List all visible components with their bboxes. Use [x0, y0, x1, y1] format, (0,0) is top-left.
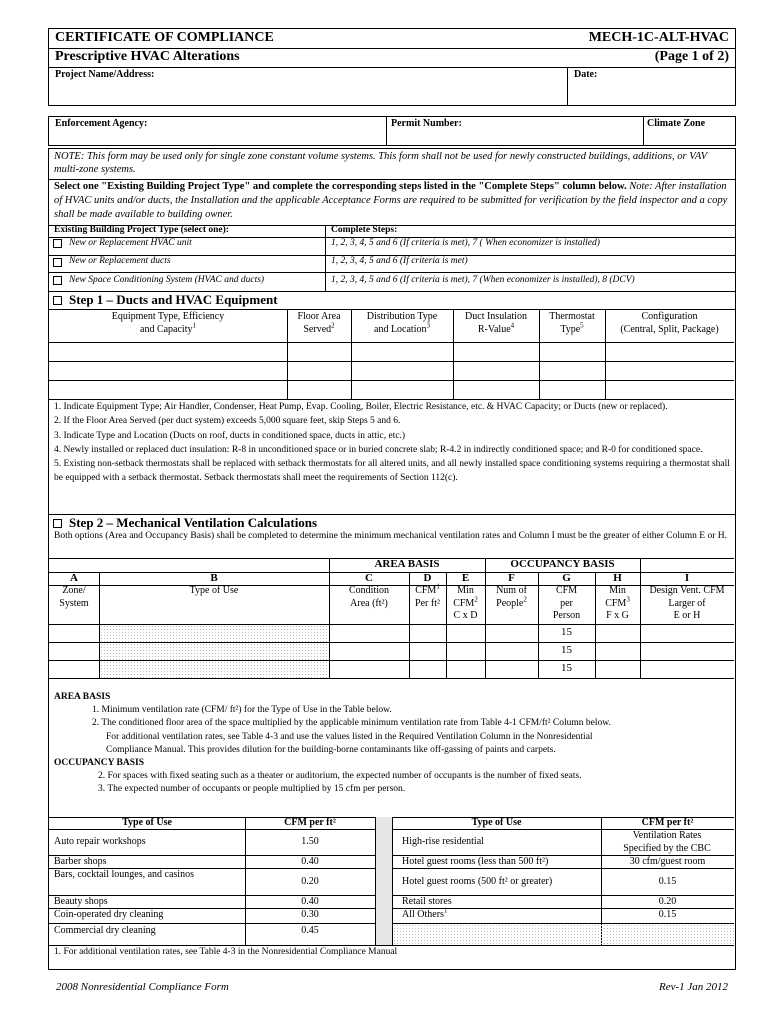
project-type-checkbox-1[interactable]: [53, 239, 62, 248]
col-c-header: Condition Area (ft²): [348, 585, 389, 609]
rate-right-cfm-4: 0.20: [658, 896, 677, 907]
rate-right-cfm-2: 30 cfm/guest room: [629, 856, 706, 867]
step2-title: Step 2 – Mechanical Ventilation Calculations: [69, 515, 318, 530]
rate-right-cfm-3: 0.15: [658, 876, 677, 887]
rate-left-cfm-6: 0.45: [301, 925, 319, 936]
ventilation-table: [49, 558, 734, 691]
step2-intro: Both options (Area and Occupancy Basis) shall be completed to determine the minimum mechanical ventilation rates and Column I must be the greater of either Column E or H.: [54, 531, 727, 541]
complete-steps-header: Complete Steps:: [331, 225, 398, 235]
project-name-label: Project Name/Address:: [55, 69, 155, 80]
rates-right-header-cfm: CFM per ft²: [641, 817, 694, 828]
climate-zone-field[interactable]: [644, 117, 734, 145]
rate-right-cfm-5: 0.15: [658, 909, 677, 920]
agency-label: Enforcement Agency:: [55, 118, 148, 129]
step1-col-insulation: Duct Insulation R-Value$^4$: [465, 311, 527, 335]
footer-form-name: 2008 Nonresidential Compliance Form: [56, 981, 229, 993]
project-steps-2: 1, 2, 3, 4, 5 and 6 (If criteria is met): [331, 256, 468, 266]
step1-title: Step 1 – Ducts and HVAC Equipment: [69, 292, 278, 307]
col-letter-a: A: [70, 572, 78, 584]
rate-left-cfm-1: 1.50: [301, 836, 319, 847]
step1-notes: [54, 400, 732, 486]
project-steps-3: 1, 2, 3, 4, 5 and 6 (If criteria is met), 7 (When economizer is installed), 8 (DCV): [331, 275, 635, 285]
area-basis-header: AREA BASIS: [374, 558, 440, 570]
col-letter-h: H: [613, 572, 622, 584]
rate-left-cfm-5: 0.30: [301, 909, 319, 920]
vent-row-2-cfm-per-person: 15: [561, 644, 572, 656]
rate-left-use-4: Beauty shops: [54, 896, 108, 907]
form-code: MECH-1C-ALT-HVAC: [588, 30, 729, 45]
rates-right-header-use: Type of Use: [471, 817, 522, 828]
step1-note-2: 2. If the Floor Area Served (per duct system) exceeds 5,000 square feet, skip Steps 5 and 6.: [54, 416, 401, 427]
project-steps-1: 1, 2, 3, 4, 5 and 6 (If criteria is met), 7 ( When economizer is installed): [331, 238, 600, 248]
col-letter-b: B: [210, 572, 218, 584]
step1-table: [49, 309, 734, 399]
select-instructions: [54, 180, 732, 222]
climate-zone-label: Climate Zone: [647, 118, 706, 129]
area-basis-notes-head: AREA BASIS: [54, 692, 111, 702]
step2-checkbox[interactable]: [53, 519, 62, 528]
rate-right-use-5: All Others$^1$: [402, 906, 448, 920]
step1-col-thermostat: Thermostat Type$^5$: [549, 311, 595, 335]
rate-left-use-1: Auto repair workshops: [54, 836, 146, 847]
step1-col-floor-area: Floor Area Served$^2$: [297, 311, 341, 335]
vent-row-1-zone[interactable]: [49, 625, 99, 642]
step1-note-4: 4. Newly installed or replaced duct insulation: R-8 in unconditioned space or in buried concrete slab; R-4.2 in indirectly conditioned space; and R-0 for conditioned space.: [54, 444, 703, 455]
form-title: CERTIFICATE OF COMPLIANCE: [55, 30, 274, 45]
col-e-header: Min CFM$^2$ C x D: [453, 585, 478, 621]
date-field[interactable]: [568, 67, 734, 105]
step1-row-3[interactable]: [49, 381, 734, 399]
basis-notes: [54, 691, 734, 797]
col-letter-e: E: [461, 572, 470, 584]
step1-note-3: 3. Indicate Type and Location (Ducts on roof, ducts in conditioned space, ducts in attic, etc.): [54, 430, 406, 441]
project-type-checkbox-2[interactable]: [53, 258, 62, 267]
step1-col-configuration: Configuration (Central, Split, Package): [620, 311, 719, 335]
col-d-header: CFM$^1$ Per ft²: [415, 582, 440, 609]
permit-field[interactable]: [387, 117, 644, 145]
vent-row-2-use[interactable]: [100, 643, 329, 660]
project-type-label-2: New or Replacement ducts: [69, 256, 171, 266]
rates-footnote: 1. For additional ventilation rates, see Table 4-3 in the Nonresidential Compliance Manual: [54, 947, 398, 957]
header-box: [48, 28, 736, 106]
main-box: [48, 148, 736, 970]
note-text: NOTE: This form may be used only for single zone constant volume systems. This form shall not be used for newly constructed buildings, additions, or VAV multi-zone systems.: [54, 151, 707, 175]
col-i-header: Design Vent. CFM Larger of E or H: [649, 585, 725, 621]
footer-revision: Rev-1 Jan 2012: [658, 981, 728, 993]
rate-left-use-2: Barber shops: [54, 856, 107, 867]
page-indicator: (Page 1 of 2): [654, 49, 729, 64]
rate-right-use-1: High-rise residential: [402, 836, 484, 847]
col-f-header: Num of People$^2$: [496, 585, 527, 609]
step1-row-2[interactable]: [49, 362, 734, 380]
area-basis-note-2b: For additional ventilation rates, see Table 4-3 and use the values listed in the Required Ventilation Column in the Nonresidential: [106, 731, 593, 742]
vent-row-1-cfm-per-person: 15: [561, 626, 572, 638]
rate-left-cfm-2: 0.40: [301, 856, 319, 867]
col-letter-c: C: [365, 572, 373, 584]
occupancy-basis-header: OCCUPANCY BASIS: [510, 558, 615, 570]
rates-left-header-cfm: CFM per ft²: [284, 817, 336, 828]
select-bold-text: Select one "Existing Building Project Type" and complete the corresponding steps listed in the "Complete Steps" column below.: [54, 181, 627, 192]
project-type-checkbox-3[interactable]: [53, 276, 62, 285]
col-g-header: CFM per Person: [552, 585, 581, 621]
col-letter-f: F: [508, 572, 515, 584]
date-label: Date:: [574, 69, 598, 80]
rate-right-cfm-1: Ventilation Rates Specified by the CBC: [623, 830, 711, 854]
occupancy-basis-note-3: 3. The expected number of occupants or people multiplied by 15 cfm per person.: [98, 784, 406, 795]
step1-col-equipment: Equipment Type, Efficiency and Capacity$^1$: [111, 311, 225, 335]
select-note-text: Note: After installation of HVAC units and/or ducts, the Installation and the applicable Acceptance Forms are required to be submitted for verification by the field inspector and a copy shall be made available to building owner.: [54, 181, 728, 220]
col-a-header: Zone/ System: [59, 585, 89, 609]
rates-table: [49, 817, 734, 947]
rate-left-cfm-4: 0.40: [301, 896, 319, 907]
occupancy-basis-notes-head: OCCUPANCY BASIS: [54, 758, 144, 769]
rate-right-use-4: Retail stores: [402, 896, 452, 907]
rate-left-use-6: Commercial dry cleaning: [54, 925, 156, 936]
col-h-header: Min CFM$^3$ F x G: [605, 585, 630, 621]
project-type-label-1: New or Replacement HVAC unit: [69, 238, 192, 248]
rates-left-header-use: Type of Use: [122, 817, 172, 828]
col-letter-d: D: [423, 572, 432, 584]
area-basis-note-1: 1. Minimum ventilation rate (CFM/ ft²) for the Type of Use in the Table below.: [92, 705, 392, 716]
vent-row-3-use[interactable]: [100, 661, 329, 678]
project-type-header: Existing Building Project Type (select one):: [54, 225, 229, 235]
col-letter-i: I: [684, 572, 690, 584]
rate-left-use-5: Coin-operated dry cleaning: [54, 909, 164, 920]
area-basis-note-2c: Compliance Manual. This provides dilution for the building-borne contaminants like off-gassing of paints and carpets.: [106, 744, 556, 755]
step1-note-1: 1. Indicate Equipment Type; Air Handler, Condenser, Heat Pump, Evap. Cooling, Boiler, Electric Resistance, etc. & HVAC Capacity; or Ducts (new or replaced).: [54, 402, 668, 412]
vent-row-3-zone[interactable]: [49, 661, 99, 678]
area-basis-note-2: 2. The conditioned floor area of the space multiplied by the applicable minimum ventilation rate from Table 4-1 CFM/ft² Column below.: [92, 718, 611, 729]
step1-col-distribution: Distribution Type and Location$^3$: [366, 311, 438, 335]
permit-label: Permit Number:: [391, 118, 462, 129]
agency-box: [48, 116, 736, 146]
form-subtitle: Prescriptive HVAC Alterations: [55, 49, 240, 64]
step1-note-5: 5. Existing non-setback thermostats shall be replaced with setback thermostats for all altered units, and all newly installed space conditioning systems requiring a thermostat shall be equipped with a setback thermostat. Setback thermostats shall meet the requirements of Section 112(c).: [54, 459, 730, 484]
step1-checkbox[interactable]: [53, 296, 62, 305]
rate-right-use-3: Hotel guest rooms (500 ft² or greater): [402, 876, 553, 887]
project-type-label-3: New Space Conditioning System (HVAC and ducts): [69, 275, 265, 285]
rate-left-cfm-3: 0.20: [301, 876, 319, 887]
step1-row-1[interactable]: [49, 343, 734, 361]
agency-field[interactable]: [49, 117, 387, 145]
project-name-field[interactable]: [49, 67, 568, 105]
col-b-header: Type of Use: [189, 585, 239, 596]
rate-left-use-3: Bars, cocktail lounges, and casinos: [54, 869, 194, 880]
col-letter-g: G: [562, 572, 571, 584]
occupancy-basis-note-2: 2. For spaces with fixed seating such as a theater or auditorium, the expected number of occupants is the number of fixed seats.: [98, 771, 582, 782]
vent-row-1-use[interactable]: [100, 625, 329, 642]
rate-right-use-2: Hotel guest rooms (less than 500 ft²): [402, 856, 549, 867]
vent-row-3-cfm-per-person: 15: [561, 662, 572, 674]
vent-row-2-zone[interactable]: [49, 643, 99, 660]
